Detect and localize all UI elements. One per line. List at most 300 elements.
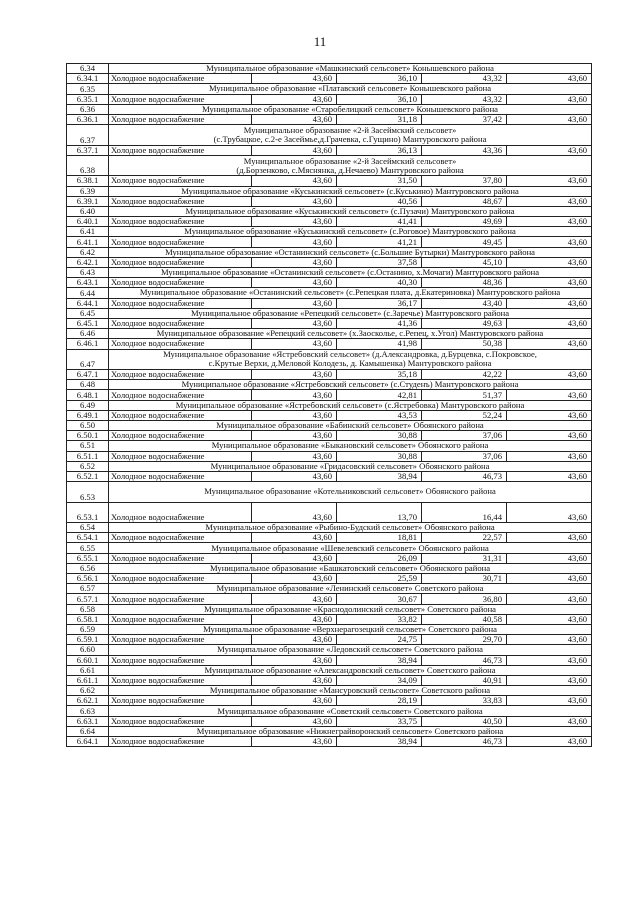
municipality-title [109,420,592,430]
table-row [67,635,592,645]
municipality-title-line: (д.Борзенково, с.Мяснянка, д.Нечаево) Мантуровского района [236,164,464,175]
municipality-title-line: Муниципальное образование «Ленинский сельсовет» Советского района [216,583,484,594]
municipality-title-line: Муниципальное образование «Останинский сельсовет» (с.Останино, х.Мочаги) Мантуровского района [160,267,540,278]
table-row [67,74,592,84]
tariff-cell-2: 38,94 [337,471,422,481]
row-number: 6.51.1 [67,451,109,461]
municipality-title [109,624,592,634]
row-number: 6.52.1 [67,471,109,481]
table-row [67,94,592,104]
service-cell: Холодное водоснабжение [109,390,252,400]
tariff-table-body [67,64,592,747]
row-number: 6.53.1 [67,502,109,523]
row-number: 6.45 [67,308,109,318]
table-row [67,370,592,380]
tariff-cell-4: 43,60 [507,145,592,155]
municipality-title-line: Муниципальное образование «Куськинский сельсовет» (с.Куськино) Мантуровского района [181,186,519,196]
section-header-row [67,186,592,196]
tariff-cell-2: 31,50 [337,176,422,186]
table-row [67,257,592,267]
tariff-cell-2: 26,09 [337,553,422,563]
tariff-cell-1: 43,60 [252,278,337,288]
tariff-cell-4: 43,60 [507,471,592,481]
service-cell: Холодное водоснабжение [109,614,252,624]
section-header-row [67,329,592,339]
tariff-cell-1: 43,60 [252,614,337,624]
tariff-table [66,63,592,747]
municipality-title-line: Муниципальное образование «Рыбино-Будский сельсовет» Обоянского района [205,522,495,533]
tariff-cell-2: 31,18 [337,114,422,124]
row-number: 6.53 [67,482,109,503]
tariff-cell-4: 43,60 [507,635,592,645]
municipality-title-line: Муниципальное образование «Ястребовский сельсовет» (с.Ястребовка) Мантуровского района [175,400,525,410]
tariff-cell-2: 13,70 [337,502,422,523]
service-cell: Холодное водоснабжение [109,696,252,706]
municipality-title-line: Муниципальное образование «Ястребовский сельсовет» (д.Александровка, д.Бурцевка, с.Покровское, [163,349,537,360]
municipality-title [109,84,592,94]
tariff-cell-4: 43,60 [507,114,592,124]
table-row [67,594,592,604]
service-cell: Холодное водоснабжение [109,410,252,420]
tariff-cell-3: 43,32 [422,94,507,104]
tariff-cell-3: 31,31 [422,553,507,563]
tariff-cell-3: 29,70 [422,635,507,645]
row-number: 6.42.1 [67,257,109,267]
section-header-row [67,380,592,390]
row-number: 6.47.1 [67,370,109,380]
tariff-cell-4: 43,60 [507,431,592,441]
tariff-cell-3: 16,44 [422,502,507,523]
tariff-cell-1: 43,60 [252,176,337,186]
row-number: 6.34.1 [67,74,109,84]
tariff-cell-3: 46,73 [422,471,507,481]
tariff-cell-1: 43,60 [252,217,337,227]
row-number: 6.64.1 [67,737,109,747]
tariff-cell-2: 24,75 [337,635,422,645]
tariff-cell-3: 49,45 [422,237,507,247]
row-number: 6.43.1 [67,278,109,288]
row-number: 6.60.1 [67,655,109,665]
tariff-cell-3: 49,63 [422,318,507,328]
tariff-cell-4: 43,60 [507,410,592,420]
tariff-cell-3: 46,73 [422,737,507,747]
tariff-cell-4: 43,60 [507,94,592,104]
section-header-row [67,482,592,503]
section-header-row [67,227,592,237]
municipality-title-line: Муниципальное образование «Куськинский сельсовет» (с.Роговое) Мантуровского района [184,226,516,237]
service-cell: Холодное водоснабжение [109,471,252,481]
row-number: 6.64 [67,726,109,736]
section-header-row [67,706,592,716]
municipality-title-line: Муниципальное образование «Александровский сельсовет» Советского района [204,665,496,675]
row-number: 6.52 [67,461,109,471]
municipality-title-line: Муниципальное образование «Репецкий сельсовет» (с.Заречье) Мантуровского района [191,308,510,318]
row-number: 6.38 [67,155,109,176]
tariff-cell-1: 43,60 [252,318,337,328]
row-number: 6.57 [67,584,109,594]
tariff-cell-3: 51,37 [422,390,507,400]
row-number: 6.39.1 [67,196,109,206]
row-number: 6.39 [67,186,109,196]
service-cell: Холодное водоснабжение [109,318,252,328]
service-cell: Холодное водоснабжение [109,339,252,349]
service-cell: Холодное водоснабжение [109,655,252,665]
table-row [67,318,592,328]
municipality-title-line: Муниципальное образование «Платавский сельсовет» Конышевского района [209,83,492,94]
municipality-title-line: Муниципальное образование «Быкановский сельсовет» Обоянского района [211,440,489,451]
service-cell: Холодное водоснабжение [109,145,252,155]
row-number: 6.42 [67,247,109,257]
service-cell: Холодное водоснабжение [109,737,252,747]
section-header-row [67,64,592,74]
tariff-cell-3: 43,40 [422,298,507,308]
municipality-title-line: Муниципальное образование «Старобелицкий сельсовет» Конышевского района [202,104,498,114]
service-cell: Холодное водоснабжение [109,502,252,523]
service-cell: Холодное водоснабжение [109,257,252,267]
municipality-title [109,186,592,196]
tariff-cell-1: 43,60 [252,594,337,604]
tariff-cell-4: 43,60 [507,318,592,328]
tariff-cell-3: 52,24 [422,410,507,420]
row-number: 6.44.1 [67,298,109,308]
tariff-cell-3: 49,69 [422,217,507,227]
section-header-row [67,155,592,176]
tariff-cell-1: 43,60 [252,533,337,543]
row-number: 6.58.1 [67,614,109,624]
tariff-cell-2: 36,17 [337,298,422,308]
row-number: 6.51 [67,441,109,451]
row-number: 6.56 [67,563,109,573]
table-row [67,533,592,543]
service-cell: Холодное водоснабжение [109,553,252,563]
row-number: 6.55 [67,543,109,553]
table-row [67,502,592,523]
municipality-title [109,206,592,216]
tariff-cell-4: 43,60 [507,74,592,84]
table-row [67,574,592,584]
municipality-title [109,125,592,146]
tariff-cell-3: 48,67 [422,196,507,206]
table-row [67,716,592,726]
table-row [67,298,592,308]
tariff-cell-3: 40,50 [422,716,507,726]
tariff-cell-1: 43,60 [252,257,337,267]
tariff-cell-1: 43,60 [252,431,337,441]
service-cell: Холодное водоснабжение [109,74,252,84]
tariff-cell-2: 37,58 [337,257,422,267]
row-number: 6.37.1 [67,145,109,155]
row-number: 6.60 [67,645,109,655]
section-header-row [67,349,592,370]
municipality-title-line: Муниципальное образование «Ястребовский сельсовет» (с.Студенъ) Мантуровского района [181,379,519,390]
municipality-title [109,227,592,237]
tariff-cell-2: 40,56 [337,196,422,206]
row-number: 6.49.1 [67,410,109,420]
municipality-title [109,329,592,339]
row-number: 6.61 [67,665,109,675]
row-number: 6.40.1 [67,217,109,227]
table-row [67,217,592,227]
tariff-cell-3: 36,80 [422,594,507,604]
tariff-cell-2: 33,75 [337,716,422,726]
tariff-cell-4: 43,60 [507,655,592,665]
service-cell: Холодное водоснабжение [109,114,252,124]
tariff-cell-1: 43,60 [252,451,337,461]
section-header-row [67,543,592,553]
tariff-cell-2: 35,18 [337,370,422,380]
tariff-cell-1: 43,60 [252,655,337,665]
row-number: 6.50 [67,420,109,430]
municipality-title-line: Муниципальное образование «Мансуровский сельсовет» Советского района [209,685,491,696]
municipality-title-line: Муниципальное образование «Верхнерагозецкий сельсовет» Советского района [203,624,497,635]
row-number: 6.47 [67,349,109,370]
tariff-cell-2: 38,94 [337,655,422,665]
tariff-cell-3: 45,10 [422,257,507,267]
row-number: 6.63 [67,706,109,716]
municipality-title-line: Муниципальное образование «Машкинский сельсовет» Конышевского района [206,63,494,74]
table-row [67,696,592,706]
tariff-cell-3: 37,06 [422,431,507,441]
municipality-title [109,349,592,370]
municipality-title [109,523,592,533]
tariff-cell-3: 43,36 [422,145,507,155]
section-header-row [67,400,592,410]
table-row [67,737,592,747]
section-header-row [67,624,592,634]
table-row [67,471,592,481]
tariff-cell-4: 43,60 [507,217,592,227]
tariff-cell-2: 18,81 [337,533,422,543]
tariff-cell-2: 36,13 [337,145,422,155]
service-cell: Холодное водоснабжение [109,431,252,441]
tariff-cell-2: 41,41 [337,217,422,227]
tariff-cell-3: 40,58 [422,614,507,624]
table-row [67,145,592,155]
tariff-cell-2: 40,30 [337,278,422,288]
municipality-title [109,482,592,503]
tariff-cell-4: 43,60 [507,237,592,247]
table-row [67,176,592,186]
municipality-title [109,686,592,696]
row-number: 6.40 [67,206,109,216]
row-number: 6.43 [67,268,109,278]
row-number: 6.57.1 [67,594,109,604]
municipality-title [109,288,592,298]
service-cell: Холодное водоснабжение [109,370,252,380]
tariff-cell-3: 37,06 [422,451,507,461]
tariff-cell-1: 43,60 [252,370,337,380]
tariff-cell-1: 43,60 [252,574,337,584]
table-row [67,410,592,420]
municipality-title-line: Муниципальное образование «2-й Засеймский сельсовет» [243,155,457,166]
row-number: 6.48 [67,380,109,390]
tariff-cell-4: 43,60 [507,278,592,288]
row-number: 6.54.1 [67,533,109,543]
tariff-cell-1: 43,60 [252,145,337,155]
municipality-title [109,104,592,114]
row-number: 6.36 [67,104,109,114]
service-cell: Холодное водоснабжение [109,594,252,604]
table-row [67,431,592,441]
tariff-cell-2: 33,82 [337,614,422,624]
tariff-cell-1: 43,60 [252,737,337,747]
tariff-cell-4: 43,60 [507,553,592,563]
tariff-cell-4: 43,60 [507,370,592,380]
row-number: 6.49 [67,400,109,410]
municipality-title [109,64,592,74]
municipality-title-line: Муниципальное образование «Советский сельсовет» Советского района [217,705,483,716]
municipality-title-line: (с.Трубацкое, с.2-е Засеймье,д.Грачевка, с.Гущино) Мантуровского района [213,133,487,144]
municipality-title [109,665,592,675]
tariff-cell-4: 43,60 [507,737,592,747]
tariff-cell-2: 43,53 [337,410,422,420]
table-row [67,553,592,563]
tariff-cell-1: 43,60 [252,675,337,685]
section-header-row [67,125,592,146]
service-cell: Холодное водоснабжение [109,716,252,726]
tariff-cell-1: 43,60 [252,471,337,481]
tariff-cell-1: 43,60 [252,237,337,247]
tariff-cell-2: 36,10 [337,94,422,104]
municipality-title-line: Муниципальное образование «Останинский сельсовет» (с.Большие Бутырки) Мантуровского района [165,247,535,257]
section-header-row [67,104,592,114]
tariff-cell-4: 43,60 [507,176,592,186]
municipality-title [109,308,592,318]
tariff-cell-3: 48,36 [422,278,507,288]
tariff-cell-2: 41,36 [337,318,422,328]
tariff-cell-4: 43,60 [507,451,592,461]
municipality-title [109,461,592,471]
tariff-cell-1: 43,60 [252,502,337,523]
municipality-title-line: Муниципальное образование «Репецкий сельсовет» (х.Заосколье, с.Репец, х.Угол) Мантуровского района [156,328,544,339]
section-header-row [67,563,592,573]
tariff-cell-4: 43,60 [507,675,592,685]
municipality-title [109,584,592,594]
service-cell: Холодное водоснабжение [109,196,252,206]
municipality-title [109,706,592,716]
tariff-cell-2: 25,59 [337,574,422,584]
row-number: 6.36.1 [67,114,109,124]
municipality-title-line: Муниципальное образование «2-й Засеймский сельсовет» [243,124,457,135]
service-cell: Холодное водоснабжение [109,176,252,186]
row-number: 6.59.1 [67,635,109,645]
tariff-cell-4: 43,60 [507,339,592,349]
row-number: 6.62.1 [67,696,109,706]
tariff-cell-1: 43,60 [252,94,337,104]
municipality-title [109,155,592,176]
table-row [67,196,592,206]
municipality-title [109,604,592,614]
tariff-cell-2: 30,67 [337,594,422,604]
page-number: 11 [313,34,327,49]
tariff-cell-1: 43,60 [252,635,337,645]
service-cell: Холодное водоснабжение [109,94,252,104]
section-header-row [67,461,592,471]
municipality-title-line: Муниципальное образование «Гридасовский сельсовет» Обоянского района [210,461,490,471]
section-header-row [67,686,592,696]
municipality-title-line: Муниципальное образование «Башкатовский сельсовет» Обоянского района [209,563,491,573]
tariff-cell-3: 50,38 [422,339,507,349]
section-header-row [67,604,592,614]
row-number: 6.54 [67,523,109,533]
municipality-title-line: с.Крутые Верхи, д.Меловой Колодезь, д. Камышенка) Мантуровского района [208,358,492,369]
table-row [67,339,592,349]
tariff-cell-1: 43,60 [252,553,337,563]
tariff-cell-3: 37,80 [422,176,507,186]
municipality-title-line: Муниципальное образование «Нижнеграйворонский сельсовет» Советского района [196,726,504,736]
table-row [67,614,592,624]
section-header-row [67,420,592,430]
row-number: 6.46.1 [67,339,109,349]
section-header-row [67,584,592,594]
municipality-title-line: Муниципальное образование «Бабинский сельсовет» Обоянского района [216,420,484,431]
table-row [67,675,592,685]
tariff-cell-1: 43,60 [252,196,337,206]
section-header-row [67,645,592,655]
row-number: 6.59 [67,624,109,634]
section-header-row [67,247,592,257]
row-number: 6.38.1 [67,176,109,186]
section-header-row [67,84,592,94]
section-header-row [67,726,592,736]
municipality-title [109,543,592,553]
tariff-cell-2: 36,10 [337,74,422,84]
table-row [67,451,592,461]
tariff-cell-3: 33,83 [422,696,507,706]
service-cell: Холодное водоснабжение [109,237,252,247]
table-row [67,278,592,288]
municipality-title [109,400,592,410]
tariff-cell-4: 43,60 [507,196,592,206]
row-number: 6.46 [67,329,109,339]
row-number: 6.56.1 [67,574,109,584]
tariff-cell-4: 43,60 [507,298,592,308]
tariff-cell-4: 43,60 [507,716,592,726]
service-cell: Холодное водоснабжение [109,217,252,227]
row-number: 6.62 [67,686,109,696]
tariff-cell-3: 37,42 [422,114,507,124]
section-header-row [67,523,592,533]
tariff-cell-2: 42,81 [337,390,422,400]
tariff-cell-4: 43,60 [507,533,592,543]
tariff-cell-1: 43,60 [252,339,337,349]
tariff-cell-1: 43,60 [252,298,337,308]
tariff-cell-1: 43,60 [252,696,337,706]
service-cell: Холодное водоснабжение [109,451,252,461]
tariff-cell-4: 43,60 [507,257,592,267]
tariff-cell-4: 43,60 [507,614,592,624]
municipality-title-line: Муниципальное образование «Ледовский сельсовет» Советского района [217,644,483,655]
tariff-cell-2: 30,88 [337,431,422,441]
service-cell: Холодное водоснабжение [109,675,252,685]
tariff-cell-4: 43,60 [507,390,592,400]
section-header-row [67,308,592,318]
tariff-cell-3: 43,32 [422,74,507,84]
tariff-cell-4: 43,60 [507,502,592,523]
row-number: 6.58 [67,604,109,614]
tariff-cell-3: 30,71 [422,574,507,584]
tariff-cell-4: 43,60 [507,574,592,584]
tariff-cell-1: 43,60 [252,114,337,124]
municipality-title [109,380,592,390]
municipality-title-line: Муниципальное образование «Шевелевский сельсовет» Обоянского района [211,542,489,553]
service-cell: Холодное водоснабжение [109,298,252,308]
tariff-cell-3: 46,73 [422,655,507,665]
section-header-row [67,288,592,298]
tariff-cell-3: 40,91 [422,675,507,685]
municipality-title [109,247,592,257]
tariff-cell-3: 42,22 [422,370,507,380]
